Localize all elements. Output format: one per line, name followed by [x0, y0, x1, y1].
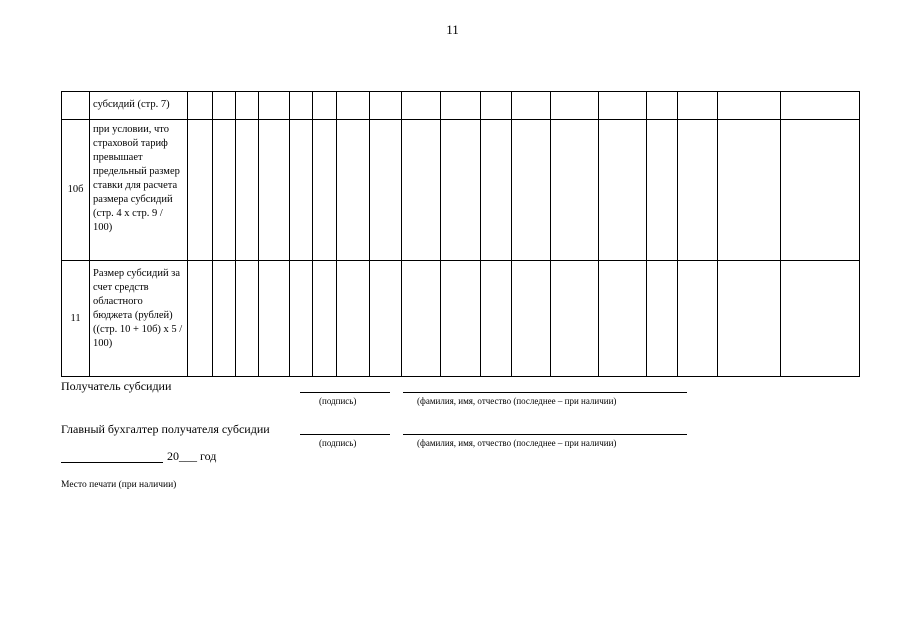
table-row: [62, 120, 860, 261]
data-cell: [212, 92, 235, 120]
data-cell: [717, 261, 780, 377]
row-description: при условии, что страховой тариф превышает предельный размер ставки для расчета размера субсидий (стр. 4 х стр. 9 / 100): [90, 120, 188, 261]
stamp-place-text: Место печати (при наличии): [61, 480, 177, 490]
accountant-label: Главный бухгалтер получателя субсидии: [61, 422, 270, 436]
data-cell: [511, 261, 550, 377]
data-cell: [599, 92, 647, 120]
data-cell: [551, 92, 599, 120]
data-cell: [646, 92, 677, 120]
row-description: Размер субсидий за счет средств областного бюджета (рублей) ((стр. 10 + 10б) х 5 / 100): [90, 261, 188, 377]
data-cell: [678, 92, 717, 120]
data-cell: [212, 120, 235, 261]
data-cell: [401, 261, 440, 377]
data-cell: [646, 261, 677, 377]
data-cell: [551, 261, 599, 377]
data-cell: [480, 92, 511, 120]
data-cell: [187, 261, 212, 377]
data-cell: [187, 120, 212, 261]
data-cell: [369, 261, 401, 377]
data-cell: [480, 120, 511, 261]
data-cell: [235, 92, 259, 120]
data-cell: [235, 261, 259, 377]
row-number: 11: [62, 261, 90, 377]
data-cell: [212, 261, 235, 377]
data-cell: [401, 92, 440, 120]
data-cell: [717, 92, 780, 120]
date-line[interactable]: [61, 462, 163, 463]
data-cell: [780, 92, 859, 120]
page-number: 11: [446, 22, 459, 37]
data-cell: [678, 261, 717, 377]
data-cell: [780, 120, 859, 261]
data-cell: [441, 261, 480, 377]
data-cell: [289, 261, 313, 377]
data-cell: [289, 120, 313, 261]
data-cell: [480, 261, 511, 377]
row-number: 10б: [62, 120, 90, 261]
data-cell: [235, 120, 259, 261]
data-cell: [369, 120, 401, 261]
data-cell: [337, 92, 369, 120]
date-year-text: 20___ год: [167, 449, 217, 463]
data-cell: [313, 261, 337, 377]
data-cell: [313, 120, 337, 261]
row-description: субсидий (стр. 7): [90, 92, 188, 120]
data-cell: [646, 120, 677, 261]
report-table: [61, 91, 860, 377]
data-cell: [313, 92, 337, 120]
data-cell: [551, 120, 599, 261]
name-caption: (фамилия, имя, отчество (последнее – при наличии): [417, 438, 617, 448]
data-cell: [401, 120, 440, 261]
data-cell: [511, 120, 550, 261]
data-cell: [678, 120, 717, 261]
data-cell: [289, 92, 313, 120]
data-cell: [259, 261, 289, 377]
data-cell: [187, 92, 212, 120]
data-cell: [337, 120, 369, 261]
accountant-signature-line[interactable]: [300, 434, 390, 435]
data-cell: [441, 92, 480, 120]
data-cell: [259, 120, 289, 261]
accountant-name-line[interactable]: [403, 434, 687, 435]
data-cell: [369, 92, 401, 120]
table-row: [62, 261, 860, 377]
signature-caption: (подпись): [319, 438, 357, 448]
signature-caption: (подпись): [319, 396, 357, 406]
name-caption: (фамилия, имя, отчество (последнее – при наличии): [417, 396, 617, 406]
data-cell: [599, 120, 647, 261]
data-cell: [337, 261, 369, 377]
row-number: [62, 92, 90, 120]
data-cell: [259, 92, 289, 120]
table-row: [62, 92, 860, 120]
data-cell: [780, 261, 859, 377]
data-cell: [717, 120, 780, 261]
recipient-name-line[interactable]: [403, 392, 687, 393]
data-cell: [441, 120, 480, 261]
recipient-label: Получатель субсидии: [61, 379, 172, 393]
recipient-signature-line[interactable]: [300, 392, 390, 393]
data-cell: [511, 92, 550, 120]
data-cell: [599, 261, 647, 377]
